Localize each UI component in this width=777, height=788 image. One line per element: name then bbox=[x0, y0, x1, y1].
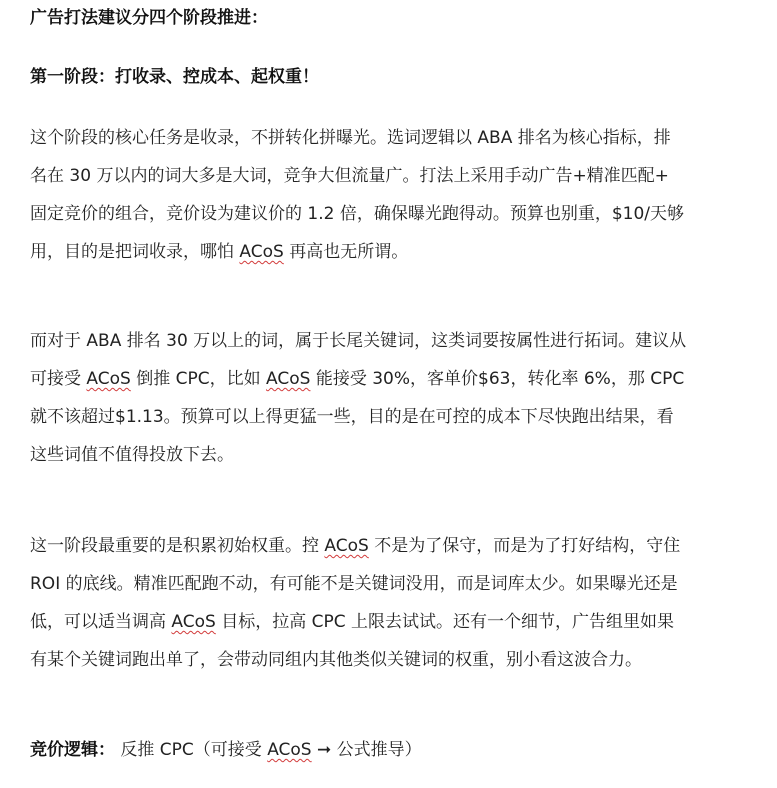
paragraph-1 bbox=[30, 119, 720, 271]
paragraph-2-line-2 bbox=[30, 360, 720, 398]
spellcheck-acos: ACoS bbox=[267, 740, 312, 760]
text-run: 目标，拉高 CPC 上限去试试。还有一个细节，广告组里如果 bbox=[215, 612, 675, 632]
paragraph-1-line-4 bbox=[30, 233, 720, 271]
spellcheck-acos: ACoS bbox=[86, 369, 131, 389]
text-run: 倒推 CPC，比如 bbox=[130, 369, 267, 389]
paragraph-1-line-1: 这个阶段的核心任务是收录，不拼转化拼曝光。选词逻辑以 ABA 排名为核心指标，排 bbox=[30, 128, 671, 148]
paragraph-3-line-2: ROI 的底线。精准匹配跑不动，有可能不是关键词没用，而是词库太少。如果曝光还是 bbox=[30, 574, 678, 594]
text-run: 反推 CPC（可接受 bbox=[115, 740, 268, 760]
text-run: 再高也无所谓。 bbox=[283, 242, 409, 262]
paragraph-2-line-3: 就不该超过$1.13。预算可以上得更猛一些，目的是在可控的成本下尽快跑出结果，看 bbox=[30, 407, 674, 427]
spellcheck-acos: ACoS bbox=[324, 536, 369, 556]
arrow-icon: ➞ bbox=[311, 740, 337, 760]
stage1-heading: 第一阶段：打收录、控成本、起权重！ bbox=[30, 67, 319, 87]
paragraph-3 bbox=[30, 527, 720, 679]
paragraph-2-line-4: 这些词值不值得投放下去。 bbox=[30, 445, 234, 465]
paragraph-3-line-4: 有某个关键词跑出单了，会带动同组内其他类似关键词的权重，别小看这波合力。 bbox=[30, 650, 642, 670]
spellcheck-acos: ACoS bbox=[266, 369, 311, 389]
paragraph-3-line-3 bbox=[30, 603, 720, 641]
text-run: 能接受 30%，客单价$63，转化率 6%，那 CPC bbox=[310, 369, 685, 389]
paragraph-1-line-2: 名在 30 万以内的词大多是大词，竞争大但流量广。打法上采用手动广告+精准匹配+ bbox=[30, 166, 669, 186]
text-run: 公式推导） bbox=[336, 740, 422, 760]
text-run: 低，可以适当调高 bbox=[30, 612, 172, 632]
paragraph-2-line-1: 而对于 ABA 排名 30 万以上的词，属于长尾关键词，这类词要按属性进行拓词。建议从 bbox=[30, 331, 687, 351]
paragraph-1-line-3: 固定竞价的组合，竞价设为建议价的 1.2 倍，确保曝光跑得动。预算也别重，$10/天够 bbox=[30, 204, 685, 224]
text-run: 用，目的是把词收录，哪怕 bbox=[30, 242, 240, 262]
spellcheck-acos: ACoS bbox=[171, 612, 216, 632]
main-heading: 广告打法建议分四个阶段推进： bbox=[30, 8, 268, 28]
paragraph-2 bbox=[30, 322, 720, 474]
bidding-logic-label: 竞价逻辑： bbox=[30, 740, 115, 760]
text-run: 可接受 bbox=[30, 369, 87, 389]
text-run: 不是为了保守，而是为了打好结构，守住 bbox=[368, 536, 681, 556]
bidding-logic-line bbox=[30, 737, 422, 763]
paragraph-3-line-1 bbox=[30, 527, 720, 565]
text-run: 这一阶段最重要的是积累初始权重。控 bbox=[30, 536, 325, 556]
spellcheck-acos: ACoS bbox=[239, 242, 284, 262]
